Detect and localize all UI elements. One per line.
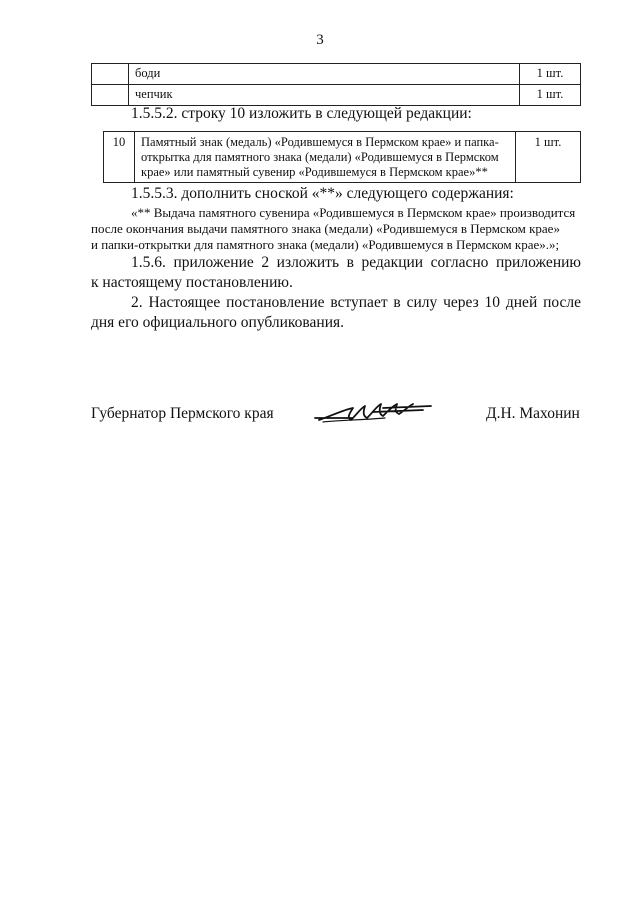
paragraph-156-cont: к настоящему постановлению. <box>91 274 293 291</box>
signatory-title: Губернатор Пермского края <box>91 405 274 422</box>
table-row <box>104 132 581 183</box>
row10-table <box>103 131 581 183</box>
paragraph-2: 2. Настоящее постановление вступает в силу через 10 дней после <box>131 294 581 311</box>
row-name-cell <box>135 132 516 183</box>
items-table <box>91 63 581 106</box>
row-qty-cell: 1 шт. <box>520 64 581 85</box>
paragraph-1552: 1.5.5.2. строку 10 изложить в следующей редакции: <box>131 105 472 122</box>
row-number-cell <box>92 85 129 106</box>
row-qty-cell: 1 шт. <box>516 132 581 183</box>
paragraph-156: 1.5.6. приложение 2 изложить в редакции согласно приложению <box>131 254 581 271</box>
signatory-name: Д.Н. Махонин <box>486 405 580 422</box>
row-number-cell <box>92 64 129 85</box>
row-name-cell: чепчик <box>129 85 520 106</box>
footnote-line: после окончания выдачи памятного знака (медали) «Родившемуся в Пермском крае» <box>91 221 560 236</box>
paragraph-1553: 1.5.5.3. дополнить сноской «**» следующего содержания: <box>131 185 514 202</box>
row-name-line: Памятный знак (медаль) «Родившемуся в Пермском крае» и папка- <box>141 135 499 149</box>
footnote-line: «** Выдача памятного сувенира «Родившемуся в Пермском крае» производится <box>131 205 576 220</box>
row-number-cell: 10 <box>104 132 135 183</box>
row-qty-cell: 1 шт. <box>520 85 581 106</box>
row-name-line: крае» или памятный сувенир «Родившемуся в Пермском крае»** <box>141 165 488 179</box>
paragraph-2-cont: дня его официального опубликования. <box>91 314 345 331</box>
row-name-cell: боди <box>129 64 520 85</box>
footnote-line: и папки-открытки для памятного знака (медали) «Родившемуся в Пермском крае».»; <box>91 237 560 252</box>
handwritten-signature <box>313 398 433 428</box>
page-number: 3 <box>316 32 324 48</box>
row-name-line: открытка для памятного знака (медали) «Родившемуся в Пермском <box>141 150 499 164</box>
table-row <box>92 85 581 106</box>
table-row <box>92 64 581 85</box>
